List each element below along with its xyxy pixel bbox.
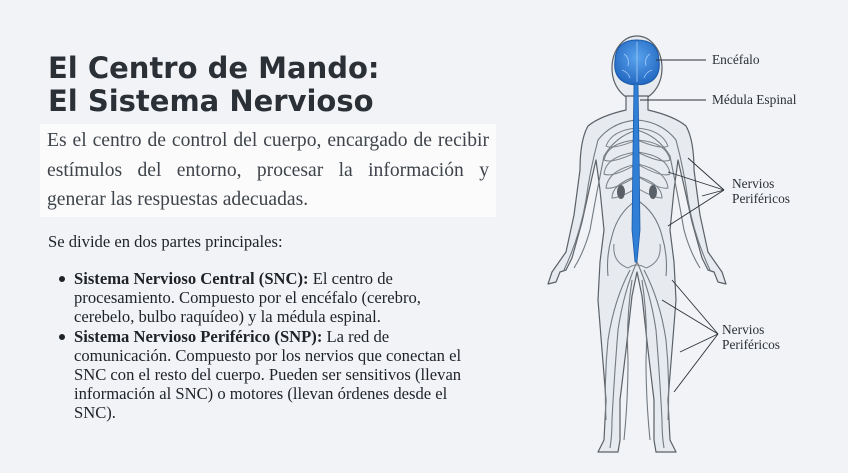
snc-term: Sistema Nervioso Central (SNC): [74,269,309,288]
title-line-2: El Sistema Nervioso [48,84,374,118]
spinal-cord [632,84,640,262]
label-nervios-lower [722,322,780,352]
label-nervios-upper-line1: Nervios [732,176,775,191]
label-nervios-lower-line2: Periféricos [722,337,781,352]
snp-term: Sistema Nervioso Periférico (SNP): [74,326,323,346]
snc-description: El centro de procesamiento. Compuesto por el encéfalo (cerebro, cerebelo, bulbo raquídeo) y la médula espinal. [74,269,421,327]
label-nervios-upper-line2: Periféricos [732,191,791,206]
snp-description: La red de comunicación. Compuesto por los nervios que conectan el SNC con el resto del cuerpo. Pueden ser sensitivos (llevan información al SNC) o motores (llevan órdenes desde el SNC). [74,326,462,423]
lead-text: Se divide en dos partes principales: [48,232,283,251]
title-line-1: El Centro de Mando: [48,51,380,85]
label-encefalo: Encéfalo [712,52,760,67]
label-nervios-lower-line1: Nervios [722,322,765,337]
label-medula-espinal: Médula Espinal [712,92,797,107]
intro-paragraph: Es el centro de control del cuerpo, encargado de recibir estímulos del entorno, procesar la información y generar las respuestas adecuadas. [40,124,496,217]
label-nervios-upper [732,176,790,206]
